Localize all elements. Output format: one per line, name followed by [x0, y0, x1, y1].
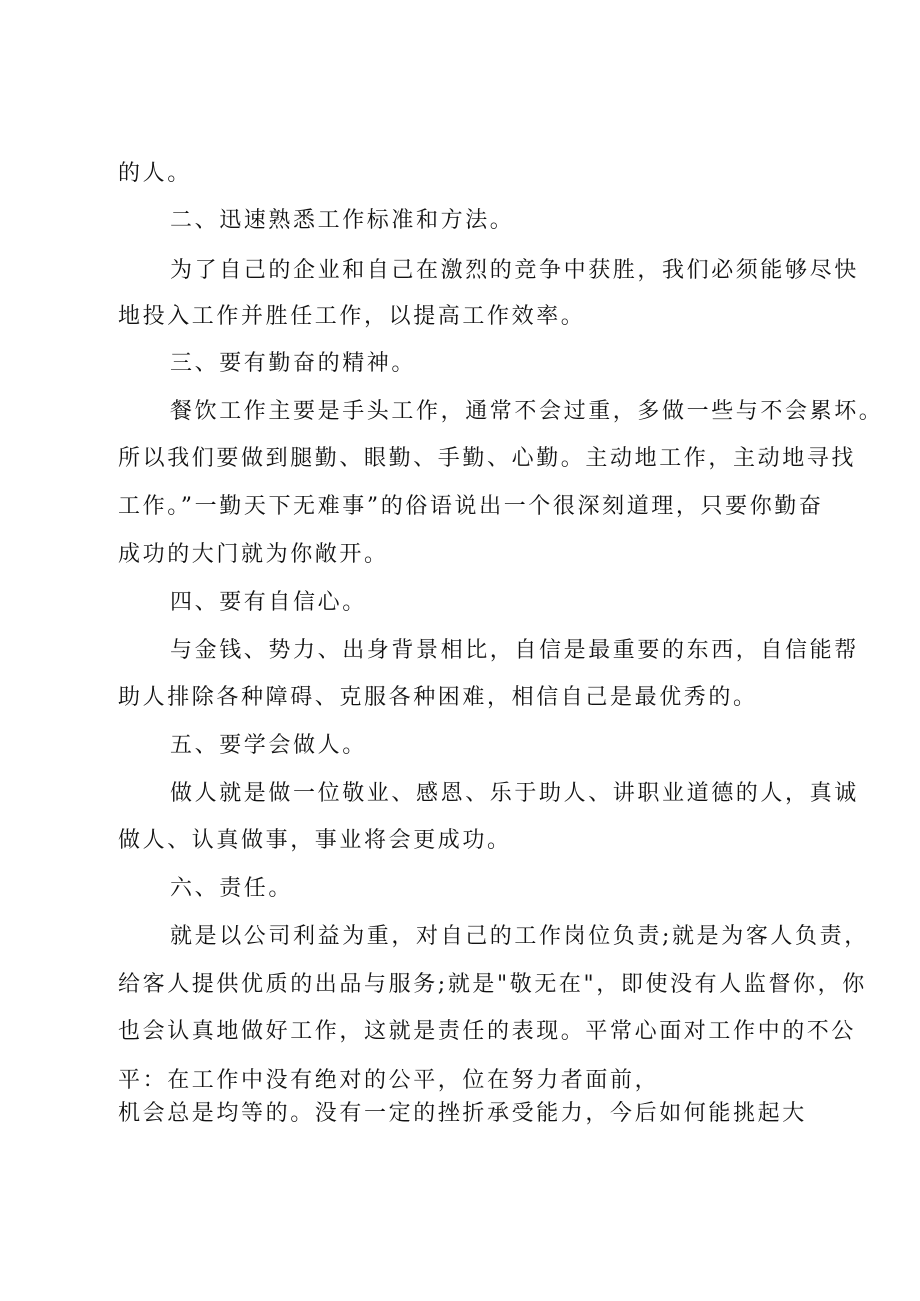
- text-line: 与金钱、势力、出身背景相比，自信是最重要的东西，自信能帮: [170, 638, 859, 663]
- text-line: 也会认真地做好工作，这就是责任的表现。平常心面对工作中的不公: [118, 1019, 857, 1044]
- text-line: 为了自己的企业和自己在激烈的竞争中获胜，我们必须能够尽快: [170, 258, 859, 283]
- section-heading: 四、要有自信心。: [170, 590, 367, 615]
- text-line: 做人、认真做事，事业将会更成功。: [118, 828, 512, 853]
- text-line: 工作。”一勤天下无难事”的俗语说出一个很深刻道理，只要你勤奋: [118, 494, 824, 519]
- section-heading: 三、要有勤奋的精神。: [170, 351, 417, 376]
- text-line: 就是以公司利益为重，对自己的工作岗位负责;就是为客人负责，: [170, 924, 869, 949]
- text-line: 的人。: [118, 161, 192, 186]
- text-line: 地投入工作并胜任工作，以提高工作效率。: [118, 304, 586, 329]
- text-line: 给客人提供优质的出品与服务;就是"敬无在"，即使没有人监督你，你: [118, 972, 867, 997]
- section-heading: 二、迅速熟悉工作标准和方法。: [170, 208, 515, 233]
- section-heading: 五、要学会做人。: [170, 733, 367, 758]
- text-line: 助人排除各种障碍、克服各种困难，相信自己是最优秀的。: [118, 685, 758, 710]
- section-heading: 六、责任。: [170, 876, 294, 901]
- text-line: 所以我们要做到腿勤、眼勤、手勤、心勤。主动地工作，主动地寻找: [118, 446, 857, 471]
- text-line: 机会总是均等的。没有一定的挫折承受能力，今后如何能挑起大: [118, 1101, 807, 1126]
- text-line: 餐饮工作主要是手头工作，通常不会过重，多做一些与不会累坏。: [170, 399, 884, 424]
- text-line: 成功的大门就为你敞开。: [118, 542, 389, 567]
- text-line: 做人就是做一位敬业、感恩、乐于助人、讲职业道德的人，真诚: [170, 781, 859, 806]
- text-line: 平：在工作中没有绝对的公平，位在努力者面前，: [118, 1068, 660, 1093]
